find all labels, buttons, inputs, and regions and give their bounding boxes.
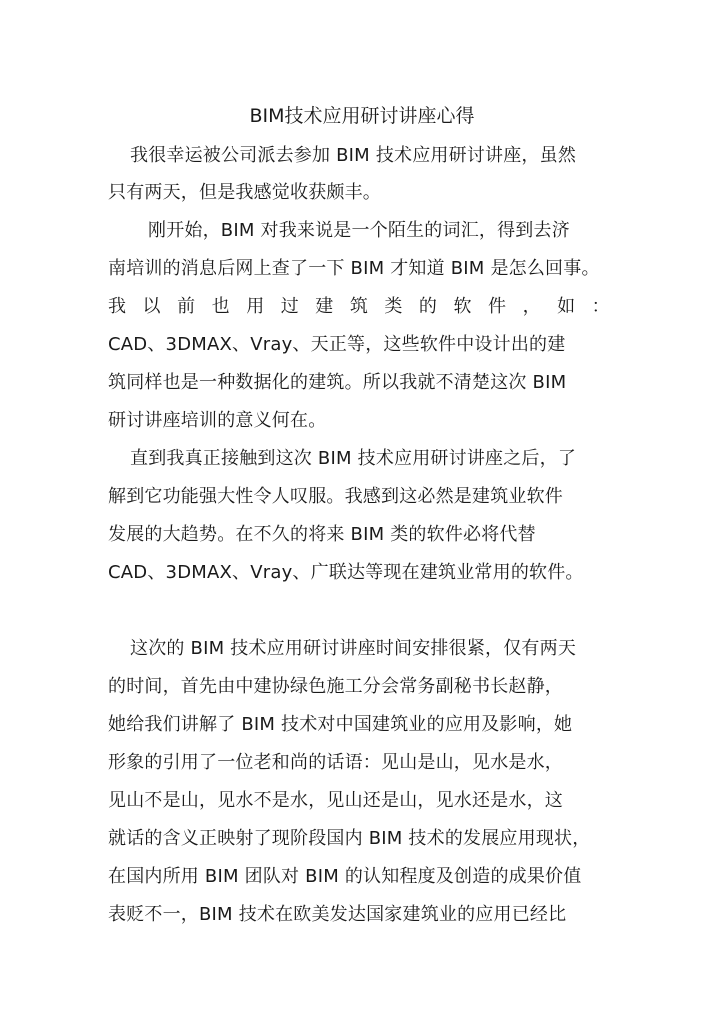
text-char: 软 — [453, 296, 472, 317]
text-char: 的 — [418, 296, 438, 317]
text-char: 前 — [177, 296, 196, 317]
text-line: 解到它功能强大性令人叹服。我感到这必然是建筑业软件 — [108, 486, 563, 507]
text-line: 南培训的消息后网上查了一下 BIM 才知道 BIM 是怎么回事。 — [108, 258, 600, 279]
text-line: 她给我们讲解了 BIM 技术对中国建筑业的应用及影响，她 — [108, 714, 573, 735]
text-char: ， — [522, 296, 541, 317]
text-char: 如 — [557, 296, 576, 317]
text-line: 研讨讲座培训的意义何在。 — [108, 410, 327, 431]
text-char: 用 — [246, 296, 265, 317]
text-char: 类 — [384, 296, 403, 317]
text-line-justified — [108, 294, 610, 320]
text-char: 件 — [488, 296, 507, 317]
text-line: 表贬不一，BIM 技术在欧美发达国家建筑业的应用已经比 — [108, 904, 567, 925]
text-char: 以 — [142, 296, 161, 317]
text-char: 筑 — [349, 296, 369, 317]
text-line: CAD、3DMAX、Vray、广联达等现在建筑业常用的软件。 — [108, 562, 584, 583]
text-char: ： — [591, 296, 610, 317]
text-line: 我很幸运被公司派去参加 BIM 技术应用研讨讲座，虽然 — [130, 145, 577, 166]
text-line: 直到我真正接触到这次 BIM 技术应用研讨讲座之后，了 — [130, 448, 577, 469]
text-char: 也 — [211, 296, 230, 317]
text-line: 筑同样也是一种数据化的建筑。所以我就不清楚这次 BIM — [108, 372, 567, 393]
text-line: 发展的大趋势。在不久的将来 BIM 类的软件必将代替 — [108, 524, 536, 545]
document-title: BIM技术应用研讨讲座心得 — [249, 105, 475, 127]
text-line: 见山不是山，见水不是水，见山还是山，见水还是水，这 — [108, 790, 563, 811]
text-char: 建 — [315, 296, 334, 317]
text-char: 我 — [108, 296, 127, 317]
text-line: 刚开始，BIM 对我来说是一个陌生的词汇，得到去济 — [148, 220, 570, 241]
text-line: CAD、3DMAX、Vray、天正等，这些软件中设计出的建 — [108, 334, 566, 355]
text-line: 形象的引用了一位老和尚的话语：见山是山，见水是水， — [108, 752, 563, 773]
text-line: 只有两天，但是我感觉收获颇丰。 — [108, 182, 381, 203]
text-line: 就话的含义正映射了现阶段国内 BIM 技术的发展应用现状， — [108, 828, 591, 849]
text-line: 在国内所用 BIM 团队对 BIM 的认知程度及创造的成果价值 — [108, 866, 582, 887]
text-char: 过 — [280, 296, 299, 317]
text-line: 的时间，首先由中建协绿色施工分会常务副秘书长赵静， — [108, 676, 563, 697]
text-line: 这次的 BIM 技术应用研讨讲座时间安排很紧，仅有两天 — [130, 638, 577, 659]
